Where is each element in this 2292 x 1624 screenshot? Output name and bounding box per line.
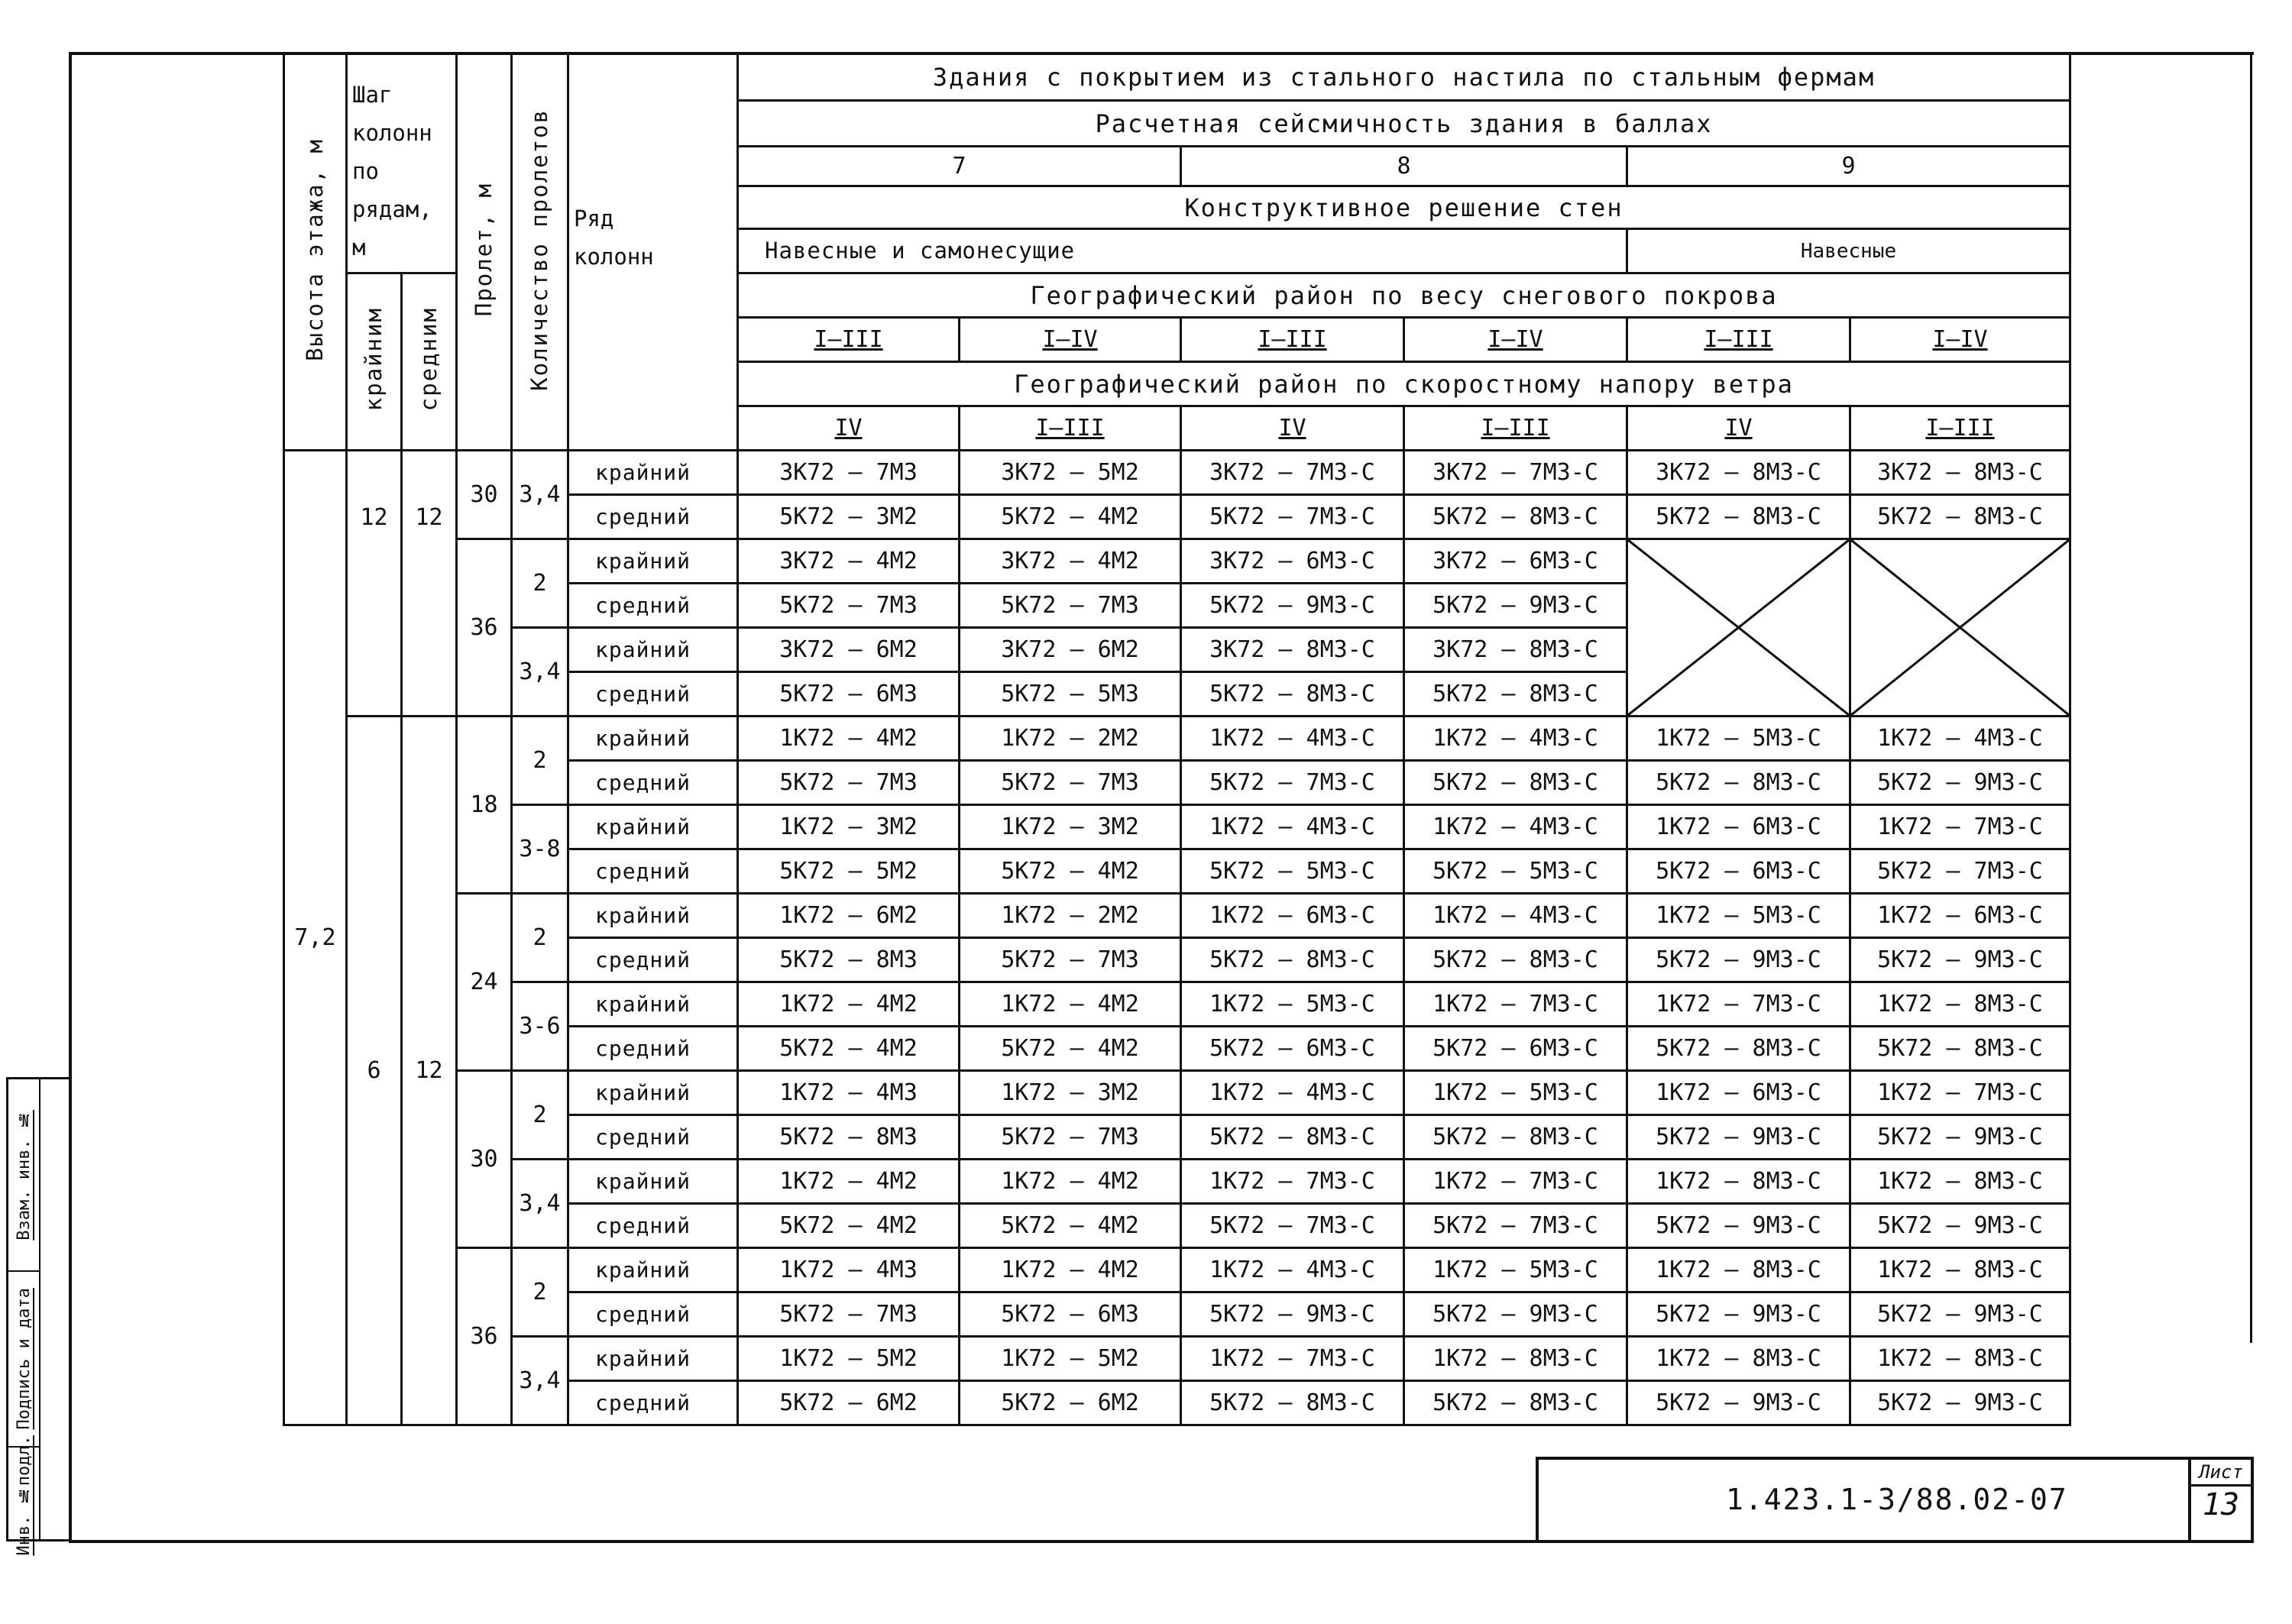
column-mark: 3К72 — 8М3-С xyxy=(1181,628,1404,672)
column-mark: 3К72 — 7М3-С xyxy=(1404,451,1627,495)
wind-region: IV xyxy=(738,406,960,451)
column-row-type: крайний xyxy=(568,1337,738,1381)
sidebar-cell: Инв. №подл. xyxy=(8,1446,39,1544)
column-mark: 5К72 — 7М3 xyxy=(738,584,960,628)
column-mark: 1К72 — 4М3-С xyxy=(1181,1071,1404,1115)
table-row xyxy=(284,805,2070,849)
column-mark: 5К72 — 5М3-С xyxy=(1404,849,1627,894)
column-mark: 1К72 — 5М3-С xyxy=(1404,1071,1627,1115)
column-mark: 5К72 — 9М3-С xyxy=(1850,761,2070,805)
column-mark: 3К72 — 6М2 xyxy=(738,628,960,672)
column-row-type: средний xyxy=(568,584,738,628)
snow-region: I–IV xyxy=(1850,318,2070,362)
column-mark: 1К72 — 8М3-С xyxy=(1850,1337,2070,1381)
column-row-type: средний xyxy=(568,1292,738,1337)
column-mark: 5К72 — 8М3-С xyxy=(1181,1381,1404,1425)
column-mark: 5К72 — 4М2 xyxy=(960,849,1181,894)
column-row-type: средний xyxy=(568,495,738,539)
span-count: 2 xyxy=(512,894,568,982)
column-mark: 1К72 — 8М3-С xyxy=(1850,1160,2070,1204)
column-mark: 5К72 — 8М3 xyxy=(738,938,960,982)
column-mark: 5К72 — 7М3-С xyxy=(1181,495,1404,539)
column-mark: 5К72 — 4М2 xyxy=(738,1204,960,1248)
column-mark: 3К72 — 5М2 xyxy=(960,451,1181,495)
column-mark: 5К72 — 8М3-С xyxy=(1404,672,1627,717)
column-mark: 5К72 — 6М3-С xyxy=(1181,1027,1404,1071)
column-mark: 1К72 — 7М3-С xyxy=(1850,805,2070,849)
column-mark: 5К72 — 9М3-С xyxy=(1850,1292,2070,1337)
column-mark: 1К72 — 5М3-С xyxy=(1627,717,1850,761)
column-mark: 5К72 — 7М3 xyxy=(960,761,1181,805)
column-mark: 1К72 — 5М2 xyxy=(738,1337,960,1381)
height-header: Высота этажа, м xyxy=(284,53,347,451)
column-mark: 5К72 — 5М3 xyxy=(960,672,1181,717)
column-mark: 5К72 — 8М3-С xyxy=(1181,938,1404,982)
column-mark: 1К72 — 4М2 xyxy=(960,1248,1181,1292)
column-mark: 1К72 — 2М2 xyxy=(960,717,1181,761)
column-mark: 1К72 — 4М3-С xyxy=(1404,805,1627,849)
column-mark: 1К72 — 5М3-С xyxy=(1627,894,1850,938)
table-row xyxy=(284,1248,2070,1292)
span-count: 3-6 xyxy=(512,982,568,1071)
span-count: 3,4 xyxy=(512,451,568,539)
column-mark: 1К72 — 6М3-С xyxy=(1627,1071,1850,1115)
column-mark: 5К72 — 8М3-С xyxy=(1404,938,1627,982)
span-count: 3,4 xyxy=(512,628,568,717)
span-count: 3-8 xyxy=(512,805,568,894)
column-mark: 1К72 — 4М3-С xyxy=(1404,717,1627,761)
column-mark: 5К72 — 6М3 xyxy=(960,1292,1181,1337)
column-mark: 3К72 — 6М2 xyxy=(960,628,1181,672)
seismic-9: 9 xyxy=(1627,147,2070,186)
column-mark: 5К72 — 3М2 xyxy=(738,495,960,539)
column-row-type: средний xyxy=(568,938,738,982)
column-row-type: крайний xyxy=(568,894,738,938)
sheet-label: Лист xyxy=(2191,1460,2251,1487)
span-count: 3,4 xyxy=(512,1160,568,1248)
column-mark: 5К72 — 9М3-С xyxy=(1850,938,2070,982)
column-mark: 3К72 — 7М3 xyxy=(738,451,960,495)
column-mark: 5К72 — 9М3-С xyxy=(1627,1381,1850,1425)
table-row xyxy=(284,1337,2070,1381)
step-outer: 12 xyxy=(347,451,402,717)
snow-header: Географический район по весу снегового покрова xyxy=(738,273,2070,318)
column-mark: 5К72 — 9М3-С xyxy=(1404,1292,1627,1337)
wind-header: Географический район по скоростному напору ветра xyxy=(738,362,2070,406)
column-mark: 1К72 — 4М3-С xyxy=(1181,717,1404,761)
column-mark: 1К72 — 4М2 xyxy=(738,717,960,761)
column-mark: 5К72 — 8М3-С xyxy=(1850,495,2070,539)
column-mark: 5К72 — 6М3-С xyxy=(1627,849,1850,894)
column-mark: 1К72 — 4М3-С xyxy=(1181,805,1404,849)
specification-table xyxy=(283,52,2071,1426)
column-row-type: крайний xyxy=(568,1071,738,1115)
not-applicable-cell xyxy=(1850,539,2070,717)
column-row-type: крайний xyxy=(568,1160,738,1204)
column-mark: 5К72 — 8М3-С xyxy=(1627,1027,1850,1071)
table-row xyxy=(284,1071,2070,1115)
column-mark: 1К72 — 3М2 xyxy=(960,805,1181,849)
step-mid: 12 xyxy=(402,717,457,1425)
column-mark: 5К72 — 8М3-С xyxy=(1404,1115,1627,1160)
column-mark: 5К72 — 8М3-С xyxy=(1404,1381,1627,1425)
wall-type-1: Навесные и самонесущие xyxy=(738,229,1627,273)
snow-region: I–III xyxy=(1181,318,1404,362)
column-mark: 1К72 — 6М3-С xyxy=(1627,805,1850,849)
column-mark: 5К72 — 9М3-С xyxy=(1627,1292,1850,1337)
step-outer: 6 xyxy=(347,717,402,1425)
table-row xyxy=(284,717,2070,761)
span-count: 2 xyxy=(512,1071,568,1160)
column-mark: 5К72 — 8М3-С xyxy=(1627,761,1850,805)
column-mark: 5К72 — 4М2 xyxy=(960,1204,1181,1248)
column-mark: 5К72 — 4М2 xyxy=(960,495,1181,539)
column-mark: 1К72 — 7М3-С xyxy=(1404,1160,1627,1204)
column-mark: 5К72 — 4М2 xyxy=(960,1027,1181,1071)
column-mark: 3К72 — 8М3-С xyxy=(1850,451,2070,495)
column-row-type: средний xyxy=(568,1027,738,1071)
column-mark: 1К72 — 7М3-С xyxy=(1850,1071,2070,1115)
column-mark: 5К72 — 7М3-С xyxy=(1181,761,1404,805)
span-header: Пролет, м xyxy=(457,53,512,451)
step-header: Шаг колонн по рядам, м xyxy=(347,53,457,273)
sheet-box xyxy=(2188,1460,2251,1540)
column-mark: 5К72 — 9М3-С xyxy=(1850,1115,2070,1160)
column-row-type: крайний xyxy=(568,1248,738,1292)
wall-type-2: Навесные xyxy=(1627,229,2070,273)
column-mark: 1К72 — 4М3-С xyxy=(1181,1248,1404,1292)
column-mark: 5К72 — 9М3-С xyxy=(1850,1204,2070,1248)
column-mark: 1К72 — 4М2 xyxy=(960,982,1181,1027)
step-outer-header: крайним xyxy=(347,273,402,451)
column-mark: 5К72 — 8М3-С xyxy=(1181,672,1404,717)
column-mark: 3К72 — 4М2 xyxy=(960,539,1181,584)
table-row xyxy=(284,982,2070,1027)
column-mark: 1К72 — 3М2 xyxy=(738,805,960,849)
wind-region: I–III xyxy=(1850,406,2070,451)
column-mark: 1К72 — 4М3 xyxy=(738,1248,960,1292)
column-mark: 5К72 — 9М3-С xyxy=(1627,1204,1850,1248)
seismic-7: 7 xyxy=(738,147,1181,186)
column-mark: 1К72 — 4М3-С xyxy=(1850,717,2070,761)
title-block xyxy=(1536,1457,2254,1543)
column-mark: 1К72 — 6М3-С xyxy=(1850,894,2070,938)
not-applicable-cell xyxy=(1627,539,1850,717)
seismic-header: Расчетная сейсмичность здания в баллах xyxy=(738,101,2070,147)
snow-region: I–IV xyxy=(960,318,1181,362)
column-mark: 5К72 — 9М3-С xyxy=(1850,1381,2070,1425)
snow-region: I–III xyxy=(738,318,960,362)
column-mark: 5К72 — 5М3-С xyxy=(1181,849,1404,894)
column-mark: 1К72 — 4М3 xyxy=(738,1071,960,1115)
column-mark: 1К72 — 7М3-С xyxy=(1181,1337,1404,1381)
column-mark: 5К72 — 8М3-С xyxy=(1627,495,1850,539)
column-mark: 5К72 — 9М3-С xyxy=(1404,584,1627,628)
column-mark: 5К72 — 7М3 xyxy=(960,938,1181,982)
column-mark: 5К72 — 8М3-С xyxy=(1850,1027,2070,1071)
column-mark: 1К72 — 8М3-С xyxy=(1404,1337,1627,1381)
wind-region: I–III xyxy=(1404,406,1627,451)
column-mark: 1К72 — 8М3-С xyxy=(1850,982,2070,1027)
column-mark: 1К72 — 7М3-С xyxy=(1181,1160,1404,1204)
span-value: 30 xyxy=(457,451,512,539)
snow-region: I–IV xyxy=(1404,318,1627,362)
column-mark: 1К72 — 5М2 xyxy=(960,1337,1181,1381)
seismic-8: 8 xyxy=(1181,147,1627,186)
column-row-type: крайний xyxy=(568,539,738,584)
column-mark: 5К72 — 8М3 xyxy=(738,1115,960,1160)
column-mark: 1К72 — 4М2 xyxy=(960,1160,1181,1204)
span-value: 30 xyxy=(457,1071,512,1248)
span-value: 18 xyxy=(457,717,512,894)
cross-mark-icon xyxy=(1628,540,1849,715)
snow-region: I–III xyxy=(1627,318,1850,362)
row-header: Ряд колонн xyxy=(568,53,738,451)
span-count: 2 xyxy=(512,539,568,628)
column-mark: 5К72 — 9М3-С xyxy=(1181,1292,1404,1337)
column-mark: 1К72 — 4М3-С xyxy=(1404,894,1627,938)
column-mark: 5К72 — 7М3-С xyxy=(1850,849,2070,894)
sheet-number: 13 xyxy=(2202,1487,2240,1522)
column-row-type: крайний xyxy=(568,451,738,495)
column-mark: 1К72 — 7М3-С xyxy=(1627,982,1850,1027)
table-row xyxy=(284,1160,2070,1204)
document-code: 1.423.1-3/88.02-07 xyxy=(1726,1483,2068,1516)
column-row-type: средний xyxy=(568,1381,738,1425)
cross-mark-icon xyxy=(1851,540,2069,715)
column-mark: 5К72 — 7М3 xyxy=(960,1115,1181,1160)
column-mark: 5К72 — 8М3-С xyxy=(1404,761,1627,805)
column-row-type: крайний xyxy=(568,628,738,672)
column-mark: 5К72 — 5М2 xyxy=(738,849,960,894)
column-mark: 5К72 — 7М3 xyxy=(738,761,960,805)
column-mark: 3К72 — 8М3-С xyxy=(1404,628,1627,672)
column-mark: 5К72 — 7М3 xyxy=(960,584,1181,628)
sidebar-cell: Подпись и дата xyxy=(8,1270,39,1446)
column-mark: 5К72 — 6М3 xyxy=(738,672,960,717)
table-title: Здания с покрытием из стального настила по стальным фермам xyxy=(738,53,2070,101)
sidebar-cell: Взам. инв. № xyxy=(14,1109,34,1241)
side-stamp xyxy=(6,1077,72,1556)
column-row-type: средний xyxy=(568,1204,738,1248)
column-mark: 1К72 — 5М3-С xyxy=(1404,1248,1627,1292)
column-row-type: крайний xyxy=(568,805,738,849)
wind-region: I–III xyxy=(960,406,1181,451)
column-mark: 1К72 — 8М3-С xyxy=(1627,1337,1850,1381)
span-count: 3,4 xyxy=(512,1337,568,1425)
table-row xyxy=(284,451,2070,495)
column-mark: 5К72 — 8М3-С xyxy=(1404,495,1627,539)
column-mark: 5К72 — 9М3-С xyxy=(1181,584,1404,628)
column-mark: 1К72 — 5М3-С xyxy=(1181,982,1404,1027)
column-mark: 3К72 — 4М2 xyxy=(738,539,960,584)
column-mark: 1К72 — 6М2 xyxy=(738,894,960,938)
column-mark: 1К72 — 7М3-С xyxy=(1404,982,1627,1027)
column-mark: 5К72 — 7М3-С xyxy=(1404,1204,1627,1248)
column-mark: 1К72 — 8М3-С xyxy=(1850,1248,2070,1292)
column-mark: 5К72 — 9М3-С xyxy=(1627,1115,1850,1160)
column-mark: 5К72 — 9М3-С xyxy=(1627,938,1850,982)
frame-right-line xyxy=(2250,52,2252,1343)
column-row-type: средний xyxy=(568,1115,738,1160)
column-row-type: крайний xyxy=(568,717,738,761)
wind-region: IV xyxy=(1627,406,1850,451)
column-mark: 3К72 — 8М3-С xyxy=(1627,451,1850,495)
column-mark: 3К72 — 6М3-С xyxy=(1404,539,1627,584)
span-count: 2 xyxy=(512,1248,568,1337)
table-row xyxy=(284,894,2070,938)
column-mark: 5К72 — 7М3 xyxy=(738,1292,960,1337)
column-row-type: крайний xyxy=(568,982,738,1027)
step-mid-header: средним xyxy=(402,273,457,451)
column-mark: 5К72 — 4М2 xyxy=(738,1027,960,1071)
span-count: 2 xyxy=(512,717,568,805)
column-mark: 5К72 — 6М2 xyxy=(738,1381,960,1425)
wind-region: IV xyxy=(1181,406,1404,451)
column-mark: 5К72 — 8М3-С xyxy=(1181,1115,1404,1160)
column-mark: 1К72 — 8М3-С xyxy=(1627,1248,1850,1292)
column-row-type: средний xyxy=(568,849,738,894)
floor-height: 7,2 xyxy=(284,451,347,1425)
walls-header: Конструктивное решение стен xyxy=(738,186,2070,229)
column-mark: 5К72 — 7М3-С xyxy=(1181,1204,1404,1248)
column-row-type: средний xyxy=(568,672,738,717)
column-mark: 1К72 — 6М3-С xyxy=(1181,894,1404,938)
column-mark: 1К72 — 3М2 xyxy=(960,1071,1181,1115)
table-row xyxy=(284,539,2070,584)
column-mark: 3К72 — 6М3-С xyxy=(1181,539,1404,584)
column-mark: 1К72 — 8М3-С xyxy=(1627,1160,1850,1204)
column-mark: 5К72 — 6М3-С xyxy=(1404,1027,1627,1071)
column-mark: 5К72 — 6М2 xyxy=(960,1381,1181,1425)
span-value: 36 xyxy=(457,539,512,717)
column-mark: 1К72 — 2М2 xyxy=(960,894,1181,938)
column-mark: 3К72 — 7М3-С xyxy=(1181,451,1404,495)
count-header: Количество пролетов xyxy=(512,53,568,451)
step-mid: 12 xyxy=(402,451,457,717)
column-mark: 1К72 — 4М2 xyxy=(738,1160,960,1204)
span-value: 24 xyxy=(457,894,512,1071)
column-mark: 1К72 — 4М2 xyxy=(738,982,960,1027)
column-row-type: средний xyxy=(568,761,738,805)
span-value: 36 xyxy=(457,1248,512,1425)
